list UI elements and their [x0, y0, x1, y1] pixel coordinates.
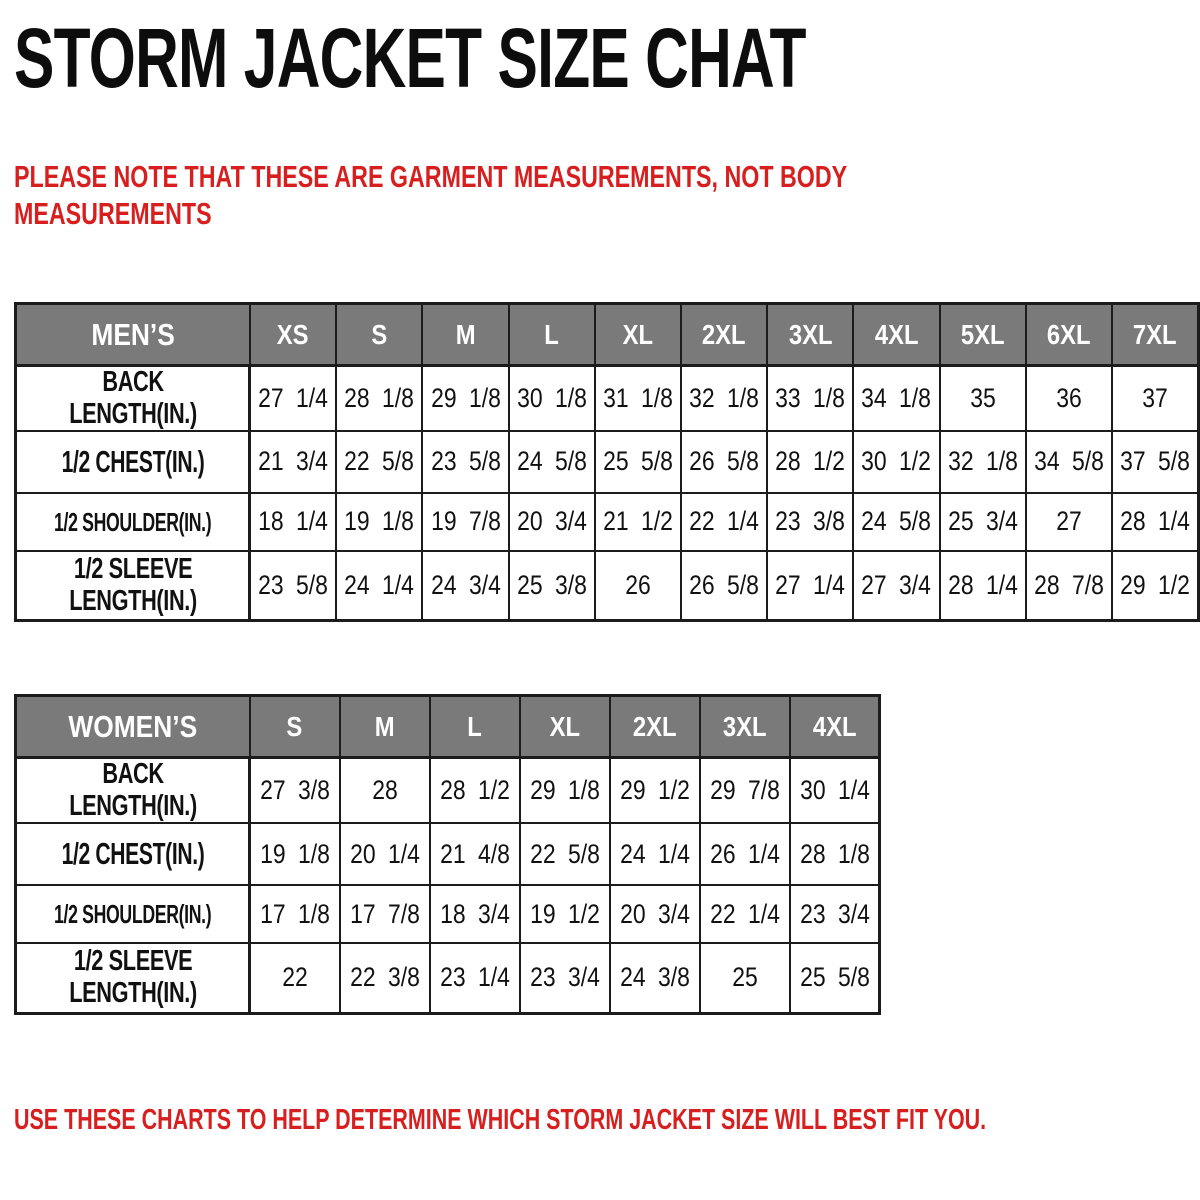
measurement-cell: 29 1/2 — [610, 758, 700, 823]
measurement-cell: 29 1/8 — [520, 758, 610, 823]
womens-measurement-row-3 — [16, 943, 880, 1013]
size-column-header-2xl: 2XL — [681, 304, 767, 366]
mens-table-title: MEN’S — [16, 304, 250, 366]
womens-size-table — [14, 694, 881, 1014]
size-column-header-4xl: 4XL — [853, 304, 939, 366]
size-column-header-7xl: 7XL — [1112, 304, 1199, 366]
size-column-header-4xl: 4XL — [790, 696, 880, 758]
measurement-cell: 27 — [1026, 493, 1112, 551]
measurement-cell: 24 5/8 — [509, 431, 595, 493]
measurement-cell: 30 1/2 — [853, 431, 939, 493]
measurement-cell: 21 3/4 — [250, 431, 337, 493]
size-column-header-2xl: 2XL — [610, 696, 700, 758]
measurement-cell: 28 — [340, 758, 430, 823]
measurement-cell: 19 1/8 — [250, 823, 340, 885]
measurement-cell: 24 3/8 — [610, 943, 700, 1013]
measurement-cell: 28 1/4 — [1112, 493, 1199, 551]
womens-table-title: WOMEN’S — [16, 696, 250, 758]
measurement-cell: 27 3/4 — [853, 551, 939, 621]
measurement-cell: 22 1/4 — [681, 493, 767, 551]
measurement-cell: 20 3/4 — [509, 493, 595, 551]
measurement-cell: 29 7/8 — [700, 758, 790, 823]
row-label-cell: BACK LENGTH(IN.) — [16, 758, 250, 823]
measurement-cell: 28 7/8 — [1026, 551, 1112, 621]
measurement-cell: 22 1/4 — [700, 885, 790, 943]
mens-size-table-container — [14, 302, 1200, 622]
size-column-header-l: L — [509, 304, 595, 366]
measurement-cell: 25 5/8 — [790, 943, 880, 1013]
mens-size-table — [14, 302, 1200, 622]
measurement-cell: 21 1/2 — [595, 493, 681, 551]
measurement-cell: 19 1/8 — [336, 493, 422, 551]
measurement-cell: 28 1/4 — [940, 551, 1026, 621]
measurement-cell: 24 1/4 — [610, 823, 700, 885]
measurement-cell: 30 1/4 — [790, 758, 880, 823]
size-column-header-m: M — [340, 696, 430, 758]
measurement-cell: 28 1/2 — [430, 758, 520, 823]
row-label-cell: 1/2 SHOULDER(IN.) — [16, 493, 250, 551]
size-column-header-3xl: 3XL — [700, 696, 790, 758]
page-title — [14, 11, 1200, 105]
measurement-cell: 34 5/8 — [1026, 431, 1112, 493]
note-line-1: PLEASE NOTE THAT THESE ARE GARMENT MEASUREMENTS, NOT BODY — [14, 159, 848, 195]
size-column-header-m: M — [422, 304, 508, 366]
measurement-cell: 25 3/4 — [940, 493, 1026, 551]
size-column-header-xl: XL — [520, 696, 610, 758]
measurement-cell: 19 7/8 — [422, 493, 508, 551]
mens-measurement-row-1 — [16, 431, 1199, 493]
measurement-cell: 23 5/8 — [250, 551, 337, 621]
measurement-cell: 26 5/8 — [681, 551, 767, 621]
row-label-cell: 1/2 SLEEVE LENGTH(IN.) — [16, 943, 250, 1013]
measurement-cell: 20 1/4 — [340, 823, 430, 885]
womens-measurement-row-2 — [16, 885, 880, 943]
measurement-cell: 27 1/4 — [250, 366, 337, 431]
measurement-cell: 37 5/8 — [1112, 431, 1199, 493]
size-column-header-xs: XS — [250, 304, 337, 366]
measurement-cell: 20 3/4 — [610, 885, 700, 943]
row-label-cell: BACK LENGTH(IN.) — [16, 366, 250, 431]
womens-size-table-container — [14, 694, 1200, 1014]
size-column-header-s: S — [250, 696, 340, 758]
size-column-header-5xl: 5XL — [940, 304, 1026, 366]
measurement-cell: 21 4/8 — [430, 823, 520, 885]
measurement-cell: 28 1/8 — [336, 366, 422, 431]
mens-measurement-row-3 — [16, 551, 1199, 621]
row-label-cell: 1/2 CHEST(IN.) — [16, 823, 250, 885]
measurement-cell: 30 1/8 — [509, 366, 595, 431]
measurement-cell: 24 5/8 — [853, 493, 939, 551]
measurement-cell: 19 1/2 — [520, 885, 610, 943]
measurement-cell: 33 1/8 — [767, 366, 853, 431]
footer-line: USE THESE CHARTS TO HELP DETERMINE WHICH STORM JACKET SIZE WILL BEST FIT YOU. — [14, 1103, 987, 1136]
measurement-cell: 24 3/4 — [422, 551, 508, 621]
note-line-2: MEASUREMENTS — [14, 196, 212, 232]
measurement-cell: 27 3/8 — [250, 758, 340, 823]
womens-header-row — [16, 696, 880, 758]
measurement-cell: 23 1/4 — [430, 943, 520, 1013]
measurement-cell: 17 1/8 — [250, 885, 340, 943]
measurement-cell: 25 — [700, 943, 790, 1013]
measurement-cell: 24 1/4 — [336, 551, 422, 621]
mens-measurement-row-2 — [16, 493, 1199, 551]
womens-measurement-row-0 — [16, 758, 880, 823]
mens-header-row — [16, 304, 1199, 366]
measurement-cell: 23 5/8 — [422, 431, 508, 493]
mens-measurement-row-0 — [16, 366, 1199, 431]
measurement-cell: 26 1/4 — [700, 823, 790, 885]
measurement-cell: 28 1/2 — [767, 431, 853, 493]
page-title-text: STORM JACKET SIZE CHAT — [14, 11, 806, 105]
measurement-cell: 22 5/8 — [336, 431, 422, 493]
measurement-cell: 22 — [250, 943, 340, 1013]
size-column-header-l: L — [430, 696, 520, 758]
measurement-cell: 22 5/8 — [520, 823, 610, 885]
measurement-cell: 35 — [940, 366, 1026, 431]
measurement-cell: 23 3/4 — [790, 885, 880, 943]
measurement-cell: 28 1/8 — [790, 823, 880, 885]
measurement-cell: 27 1/4 — [767, 551, 853, 621]
row-label-cell: 1/2 SLEEVE LENGTH(IN.) — [16, 551, 250, 621]
measurement-cell: 18 3/4 — [430, 885, 520, 943]
measurement-cell: 26 — [595, 551, 681, 621]
measurement-cell: 23 3/4 — [520, 943, 610, 1013]
measurement-cell: 32 1/8 — [940, 431, 1026, 493]
size-column-header-s: S — [336, 304, 422, 366]
row-label-cell: 1/2 SHOULDER(IN.) — [16, 885, 250, 943]
measurement-cell: 25 5/8 — [595, 431, 681, 493]
measurement-cell: 34 1/8 — [853, 366, 939, 431]
size-column-header-6xl: 6XL — [1026, 304, 1112, 366]
measurement-cell: 23 3/8 — [767, 493, 853, 551]
measurement-cell: 17 7/8 — [340, 885, 430, 943]
measurement-cell: 37 — [1112, 366, 1199, 431]
size-column-header-xl: XL — [595, 304, 681, 366]
measurement-cell: 32 1/8 — [681, 366, 767, 431]
measurement-cell: 29 1/8 — [422, 366, 508, 431]
row-label-cell: 1/2 CHEST(IN.) — [16, 431, 250, 493]
size-column-header-3xl: 3XL — [767, 304, 853, 366]
measurement-cell: 25 3/8 — [509, 551, 595, 621]
measurement-cell: 29 1/2 — [1112, 551, 1199, 621]
measurement-cell: 22 3/8 — [340, 943, 430, 1013]
footer-note — [14, 1103, 1200, 1137]
womens-measurement-row-1 — [16, 823, 880, 885]
measurement-cell: 18 1/4 — [250, 493, 337, 551]
garment-measurement-note — [14, 158, 1200, 232]
measurement-cell: 36 — [1026, 366, 1112, 431]
measurement-cell: 26 5/8 — [681, 431, 767, 493]
measurement-cell: 31 1/8 — [595, 366, 681, 431]
